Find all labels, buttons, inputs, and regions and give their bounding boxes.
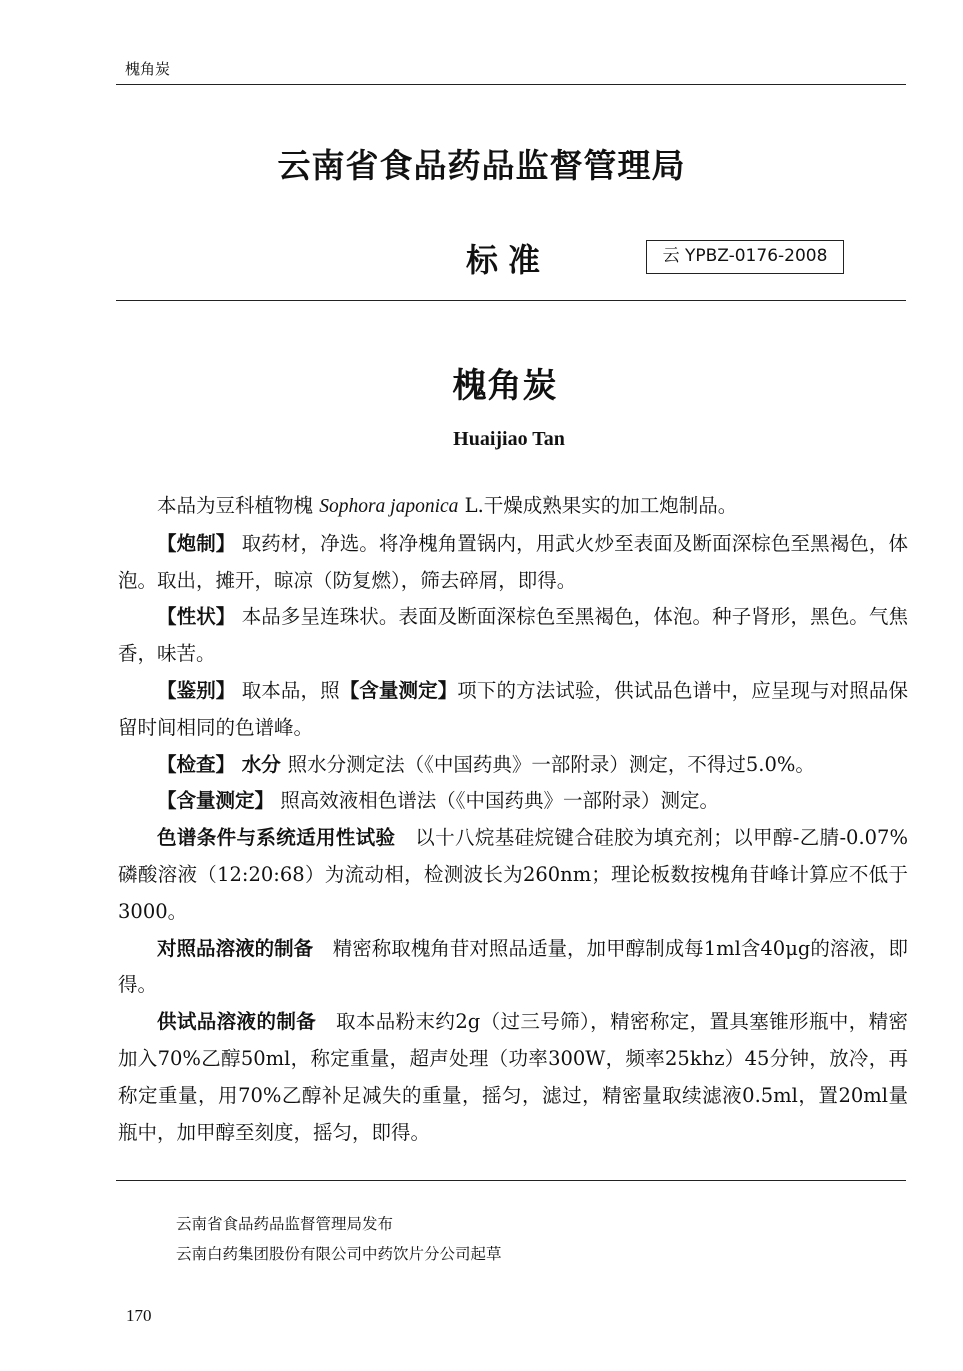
issued-by: 云南省食品药品监督管理局发布 (176, 1215, 394, 1233)
inspection-text: 照水分测定法（《中国药典》一部附录）测定，不得过5.0%。 (287, 752, 815, 776)
chromatographic-heading: 色谱条件与系统适用性试验 (157, 826, 396, 850)
chromatographic-text: 以十八烷基硅烷键合硅胶为填充剂；以甲醇-乙腈-0.07%磷酸溶液（12:20:68）为流动相，检测波长为260nm；理论板数按槐角苷峰计算应不低于3000。 (118, 826, 908, 923)
description-heading: 【性状】 (157, 605, 236, 629)
agency-title: 云南省食品药品监督管理局 (277, 146, 686, 185)
processing-paragraph (118, 526, 908, 600)
reference-solution-heading: 对照品溶液的制备 (157, 936, 314, 960)
test-solution-text: 取本品粉末约2g（过三号筛），精密称定，置具塞锥形瓶中，精密加入70%乙醇50ml，称定重量，超声处理（功率300W，频率25khz）45分钟，放冷，再称定重量，用70%乙醇补足减失的重量，摇匀，滤过，精密量取续滤液0.5ml，置20ml量瓶中，加甲醇至刻度，摇匀，即得。 (118, 1010, 908, 1144)
inspection-paragraph (118, 747, 908, 784)
intro-paragraph (118, 488, 908, 526)
identification-text: 取本品，照 (235, 678, 340, 702)
identification-paragraph (118, 673, 908, 747)
title-rule (116, 300, 906, 301)
test-solution-paragraph (118, 1004, 908, 1151)
reference-solution-paragraph (118, 931, 908, 1005)
footer-rule (116, 1180, 906, 1181)
pinyin-title: Huaijiao Tan (453, 428, 565, 450)
identification-heading: 【鉴别】 (157, 678, 236, 702)
intro-text: 本品为豆科植物槐 (157, 494, 320, 517)
monograph-body (118, 488, 908, 1151)
inspection-sub: 水分 (235, 752, 288, 776)
assay-text: 照高效液相色谱法（《中国药典》一部附录）测定。 (274, 789, 719, 813)
inspection-heading: 【检查】 (157, 752, 236, 776)
page-title: 槐角炭 (452, 366, 558, 406)
description-text: 本品多呈连珠状。表面及断面深棕色至黑褐色，体泡。种子肾形，黑色。气焦香，味苦。 (118, 605, 908, 666)
running-head: 槐角炭 (125, 60, 171, 78)
identification-ref: 【含量测定】 (339, 678, 458, 702)
processing-text: 取药材，净选。将净槐角置锅内，用武火炒至表面及断面深棕色至黑褐色，体泡。取出，摊开，晾凉（防复燃），筛去碎屑，即得。 (118, 531, 908, 592)
reference-solution-text: 精密称取槐角苷对照品适量，加甲醇制成每1ml含40μg的溶液，即得。 (118, 936, 908, 997)
header-rule (116, 84, 906, 85)
assay-heading: 【含量测定】 (157, 789, 275, 813)
processing-heading: 【炮制】 (157, 531, 236, 555)
description-paragraph (118, 599, 908, 673)
standard-code-box: 云 YPBZ-0176-2008 (646, 240, 844, 274)
standard-label: 标准 (466, 241, 551, 279)
assay-paragraph (118, 783, 908, 820)
drafted-by: 云南白药集团股份有限公司中药饮片分公司起草 (176, 1245, 502, 1263)
page-number: 170 (126, 1306, 152, 1325)
test-solution-heading: 供试品溶液的制备 (157, 1010, 317, 1034)
intro-text-end: L.干燥成熟果实的加工炮制品。 (458, 494, 738, 517)
latin-name: Sophora japonica (319, 496, 459, 517)
chromatographic-paragraph (118, 820, 908, 930)
identification-text-end: 项下的方法试验，供试品色谱中，应呈现与对照品保留时间相同的色谱峰。 (118, 678, 908, 739)
